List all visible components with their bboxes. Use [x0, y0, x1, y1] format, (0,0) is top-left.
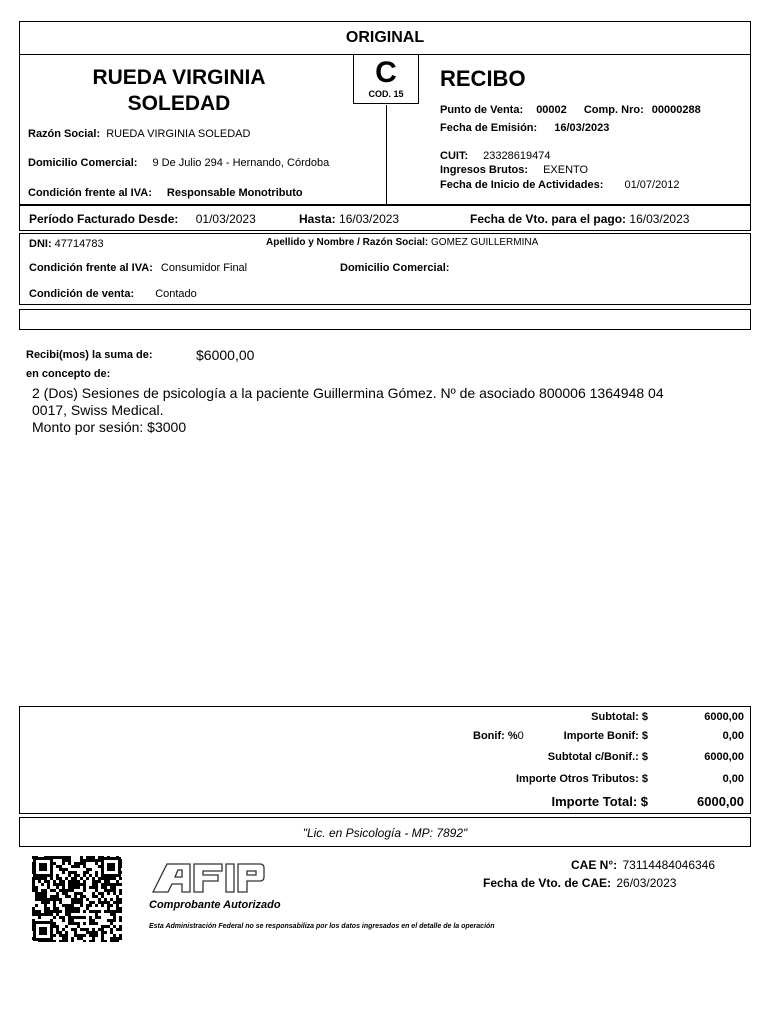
period-hasta-label: Hasta: — [299, 212, 336, 226]
suma-label: Recibi(mos) la suma de: — [26, 349, 153, 361]
doc-code: COD. 15 — [368, 89, 404, 99]
punto-venta-value: 00002 — [536, 104, 567, 116]
razon-social-value: RUEDA VIRGINIA SOLEDAD — [106, 128, 251, 140]
note-text: "Lic. en Psicología - MP: 7892" — [302, 826, 468, 840]
dni-value: 47714783 — [54, 238, 104, 250]
fecha-emision-label: Fecha de Emisión: — [440, 122, 538, 134]
period-vto-label: Fecha de Vto. para el pago: — [470, 212, 627, 226]
currency-symbol: $ — [196, 347, 204, 363]
issuer-name — [60, 65, 298, 117]
client-iva-value: Consumidor Final — [160, 262, 248, 274]
concepto-text — [32, 385, 744, 436]
concepto-line3: Monto por sesión: $3000 — [32, 419, 187, 435]
issuer-name-line2: SOLEDAD — [127, 92, 231, 115]
otros-tributos-value: 0,00 — [722, 773, 744, 785]
totals-box — [19, 706, 751, 814]
period-desde-value: 01/03/2023 — [195, 212, 256, 226]
issuer-name-line1: RUEDA VIRGINIA — [92, 66, 266, 89]
qr-code-graphic — [32, 856, 122, 942]
total-value: 6000,00 — [697, 794, 744, 809]
ingresos-brutos-row — [440, 164, 588, 176]
copy-header-box — [19, 21, 751, 55]
otros-tributos-label: Importe Otros Tributos: $ — [515, 773, 648, 785]
cae-vto-value: 26/03/2023 — [616, 876, 677, 890]
suma-amount: 6000,00 — [203, 347, 255, 363]
razon-social-label: Razón Social: — [28, 128, 101, 140]
period-hasta-row — [299, 212, 399, 226]
inicio-actividades-value: 01/07/2012 — [624, 179, 680, 191]
period-hasta-value: 16/03/2023 — [339, 212, 400, 226]
inicio-actividades-label: Fecha de Inicio de Actividades: — [440, 179, 604, 191]
concepto-line2: 0017, Swiss Medical. — [32, 402, 164, 418]
cae-vto-row — [483, 876, 676, 890]
qr-code — [32, 856, 122, 942]
domicilio-value: 9 De Julio 294 - Hernando, Córdoba — [152, 157, 330, 169]
cae-label: CAE N°: — [571, 858, 618, 872]
suma-amount-row — [196, 347, 254, 363]
client-box — [19, 233, 751, 305]
importe-bonif-value: 0,00 — [722, 730, 744, 742]
client-domicilio-label: Domicilio Comercial: — [340, 262, 450, 274]
empty-box — [19, 309, 751, 330]
iva-label: Condición frente al IVA: — [28, 187, 152, 199]
client-iva-label: Condición frente al IVA: — [29, 262, 153, 274]
cuit-value: 23328619474 — [483, 150, 551, 162]
subtotal-value: 6000,00 — [704, 711, 744, 723]
period-vto-row — [470, 212, 689, 226]
dni-row — [29, 238, 104, 250]
iva-value: Responsable Monotributo — [166, 187, 303, 199]
dni-label: DNI: — [29, 238, 52, 250]
fecha-emision-value: 16/03/2023 — [554, 122, 610, 134]
ingresos-brutos-value: EXENTO — [543, 164, 589, 176]
client-domicilio-row — [340, 262, 449, 274]
concepto-line1: 2 (Dos) Sesiones de psicología a la paciente Guillermina Gómez. Nº de asociado 800006 1364948 04 — [32, 385, 664, 401]
subtotal-label: Subtotal: $ — [591, 711, 648, 723]
iva-row — [28, 187, 303, 199]
subtotal-bonif-label: Subtotal c/Bonif.: $ — [547, 751, 648, 763]
total-label: Importe Total: $ — [551, 794, 648, 809]
client-venta-row — [29, 288, 197, 300]
disclaimer: Esta Administración Federal no se responsabiliza por los datos ingresados en el detalle de la operación — [149, 923, 495, 930]
razon-social-row — [28, 128, 250, 140]
concepto-label: en concepto de: — [26, 368, 111, 380]
period-desde-row — [29, 212, 256, 226]
afip-logo-graphic — [150, 862, 266, 894]
period-desde-label: Período Facturado Desde: — [29, 212, 179, 226]
cuit-row — [440, 150, 550, 162]
comp-nro-value: 00000288 — [651, 104, 701, 116]
fecha-emision-row — [440, 122, 609, 134]
header-divider — [386, 105, 387, 205]
client-name-value: GOMEZ GUILLERMINA — [431, 237, 539, 248]
ingresos-brutos-label: Ingresos Brutos: — [440, 164, 529, 176]
copy-label: ORIGINAL — [345, 29, 425, 46]
importe-bonif-label: Importe Bonif: $ — [563, 730, 648, 742]
doc-type: RECIBO — [440, 66, 526, 91]
punto-venta-row — [440, 104, 701, 116]
client-iva-row — [29, 262, 247, 274]
bonif-row — [473, 730, 524, 742]
period-box — [19, 205, 751, 231]
comprobante-autorizado: Comprobante Autorizado — [149, 899, 281, 911]
cuit-label: CUIT: — [440, 150, 469, 162]
doc-letter: C — [375, 56, 397, 89]
bonif-pct: 0 — [517, 730, 524, 742]
cae-value: 73114484046346 — [622, 858, 716, 872]
doc-letter-box — [353, 54, 419, 104]
period-vto-value: 16/03/2023 — [629, 212, 690, 226]
subtotal-bonif-value: 6000,00 — [704, 751, 744, 763]
note-box — [19, 817, 751, 847]
comp-nro-label: Comp. Nro: — [583, 104, 644, 116]
cae-vto-label: Fecha de Vto. de CAE: — [483, 876, 612, 890]
punto-venta-label: Punto de Venta: — [440, 104, 524, 116]
client-name-label: Apellido y Nombre / Razón Social: — [266, 237, 429, 248]
afip-logo — [150, 862, 266, 894]
client-venta-label: Condición de venta: — [29, 288, 135, 300]
bonif-label: Bonif: % — [473, 730, 518, 742]
cae-row — [571, 858, 715, 872]
client-name-row — [266, 237, 538, 248]
inicio-actividades-row — [440, 179, 680, 191]
domicilio-row — [28, 157, 329, 169]
client-venta-value: Contado — [155, 288, 197, 300]
domicilio-label: Domicilio Comercial: — [28, 157, 138, 169]
